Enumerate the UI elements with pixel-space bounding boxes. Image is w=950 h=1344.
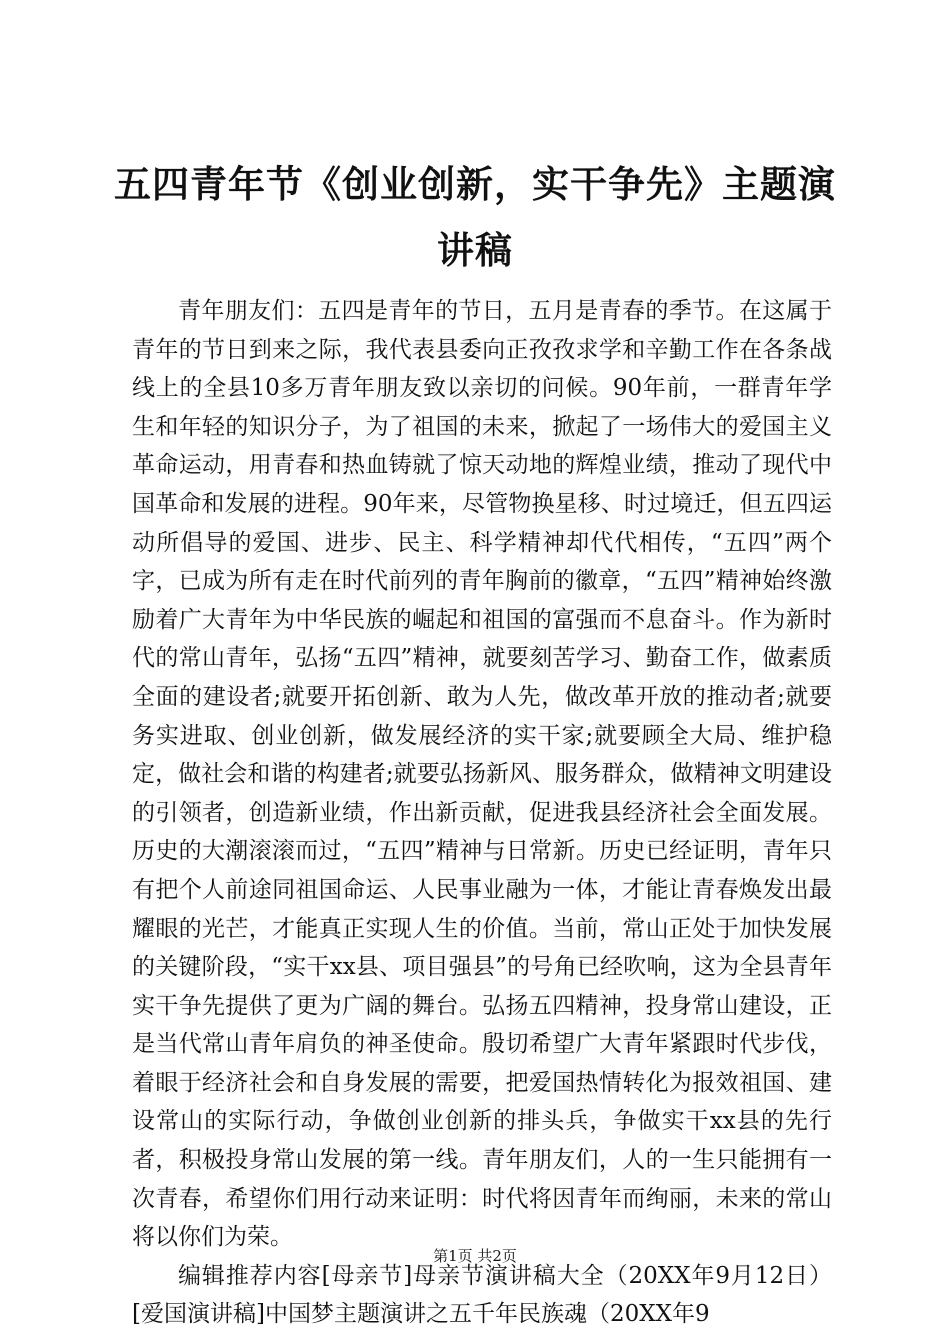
body-paragraph-2: 编辑推荐内容[母亲节]母亲节演讲稿大全（20XX年9月12日）[爱国演讲稿]中国梦主题演讲之五千年民族魂（20XX年9 — [132, 1262, 832, 1328]
document-title: 五四青年节《创业创新，实干争先》主题演讲稿 — [114, 163, 836, 272]
body-paragraph-1: 青年朋友们：五四是青年的节日，五月是青春的季节。在这属于青年的节日到来之际，我代表县委向正孜孜求学和辛勤工作在各条战线上的全县10多万青年朋友致以亲切的问候。90年前，一群青年学生和年轻的知识分子，为了祖国的未来，掀起了一场伟大的爱国主义革命运动，用青春和热血铸就了惊天动地的辉煌业绩，推动了现代中国革命和发展的进程。90年来，尽管物换星移、时过境迁，但五四运动所倡导的爱国、进步、民主、科学精神却代代相传，“五四”两个字，已成为所有走在时代前列的青年胸前的徽章，“五四”精神始终激励着广大青年为中华民族的崛起和祖国的富强而不息奋斗。作为新时代的常山青年，弘扬“五四”精神，就要刻苦学习、勤奋工作，做素质全面的建设者;就要开拓创新、敢为人先，做改革开放的推动者;就要务实进取、创业创新，做发展经济的实干家;就要顾全大局、维护稳定，做社会和谐的构建者;就要弘扬新风、服务群众，做精神文明建设的引领者，创造新业绩，作出新贡献，促进我县经济社会全面发展。历史的大潮滚滚而过，“五四”精神与日常新。历史已经证明，青年只有把个人前途同祖国命运、人民事业融为一体，才能让青春焕发出最耀眼的光芒，才能真正实现人生的价值。当前，常山正处于加快发展的关键阶段，“实干xx县、项目强县”的号角已经吹响，这为全县青年实干争先提供了更为广阔的舞台。弘扬五四精神，投身常山建设，正是当代常山青年肩负的神圣使命。殷切希望广大青年紧跟时代步伐，着眼于经济社会和自身发展的需要，把爱国热情转化为报效祖国、建设常山的实际行动，争做创业创新的排头兵，争做实干xx县的先行者，积极投身常山发展的第一线。青年朋友们，人的一生只能拥有一次青春，希望你们用行动来证明：时代将因青年而绚丽，未来的常山将以你们为荣。 — [132, 298, 832, 1251]
document-body — [132, 292, 832, 1334]
page-indicator: 第1页 共2页 — [433, 1247, 517, 1265]
page-footer — [0, 1246, 950, 1266]
